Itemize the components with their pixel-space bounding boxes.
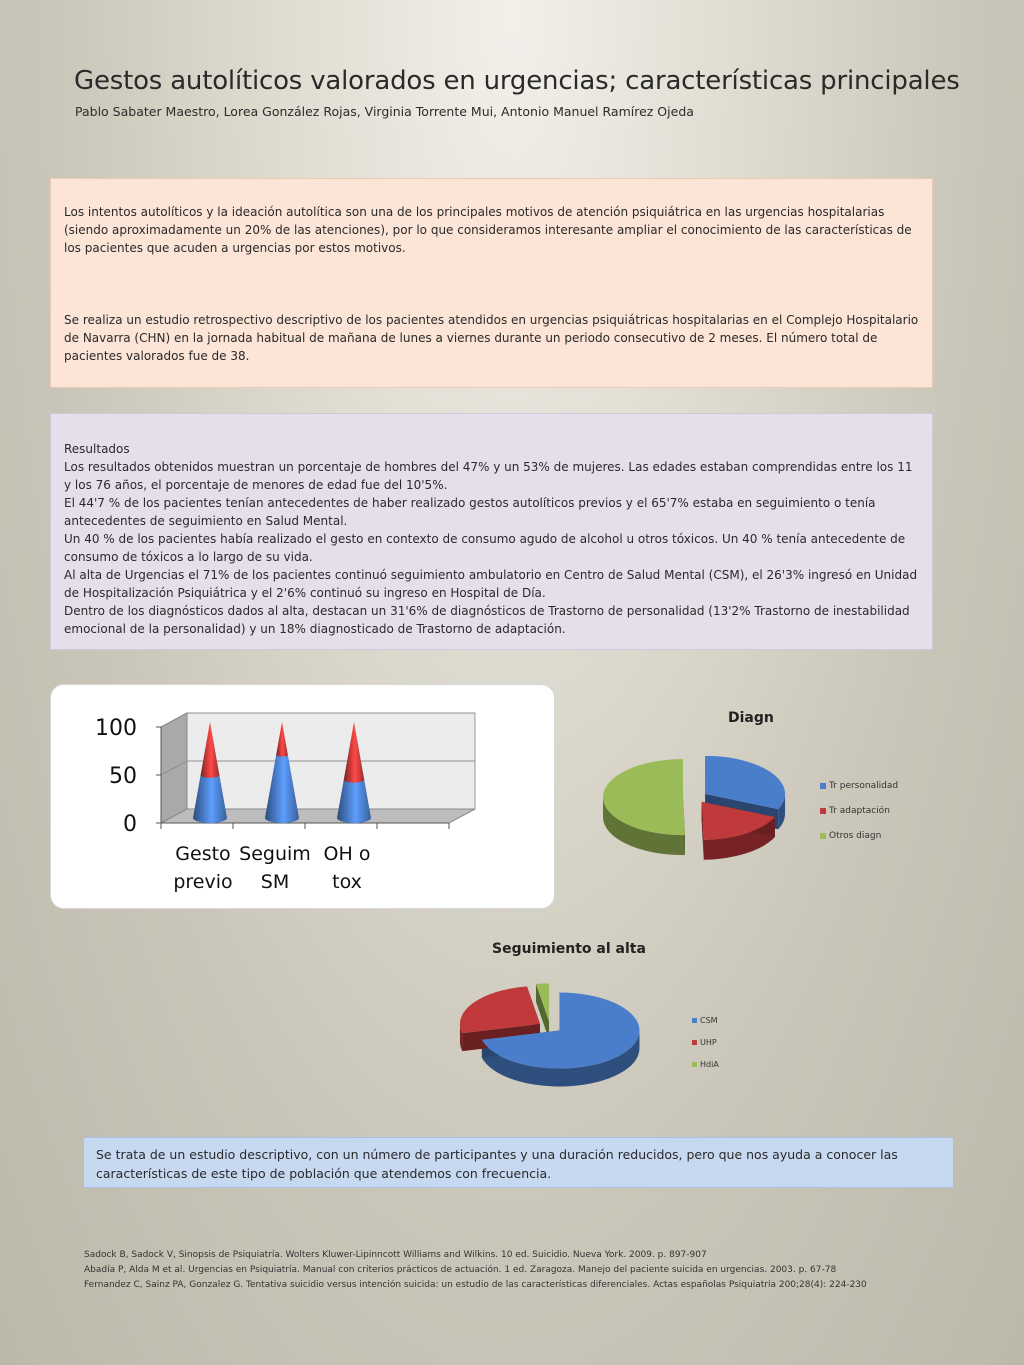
results-box — [50, 413, 933, 650]
legend-item — [820, 773, 898, 798]
legend-item — [820, 823, 898, 848]
legend-item — [692, 1009, 719, 1031]
legend-label: Tr adaptación — [829, 805, 890, 816]
legend-label: CSM — [700, 1015, 718, 1025]
results-line: Al alta de Urgencias el 71% de los pacientes continuó seguimiento ambulatorio en Centro de Salud Mental (CSM), el 26'3% ingresó en Unidad de Hospitalización Psiquiátrica y el 2'6% continuó su ingreso en Hospital de Día. — [64, 568, 918, 600]
followup-pie-block — [440, 930, 740, 1110]
legend-item — [692, 1053, 719, 1075]
x-tick-label: previo — [173, 871, 233, 893]
methods-paragraph: Se realiza un estudio retrospectivo descriptivo de los pacientes atendidos en urgencias psiquiátricas hospitalarias en el Complejo Hospitalario de Navarra (CHN) en la jornada habitual de mañana de lunes a viernes durante un periodo consecutivo de 2 meses. El número total de pacientes valorados fue de 38. — [64, 313, 919, 363]
legend-swatch — [820, 783, 826, 789]
x-tick-label: OH o — [323, 843, 371, 865]
cone-chart-card — [50, 684, 555, 909]
legend-label: UHP — [700, 1037, 717, 1047]
legend-label: HdiA — [700, 1059, 719, 1069]
legend-swatch — [692, 1040, 697, 1045]
legend-item — [820, 798, 898, 823]
x-tick-label: tox — [332, 871, 362, 893]
x-tick-label: SM — [260, 871, 290, 893]
diagnosis-pie-block — [580, 700, 920, 880]
references — [84, 1248, 964, 1293]
results-line: Los resultados obtenidos muestran un porcentaje de hombres del 47% y un 53% de mujeres. Las edades estaban comprendidas entre los 11 y los 76 años, el porcentaje de menores de edad fue del 10'5%. — [64, 460, 913, 492]
y-tick-label: 50 — [109, 764, 137, 789]
reference-item: Fernandez C, Sainz PA, Gonzalez G. Tentativa suicidio versus intención suicida: un estudio de las características diferenciales. Actas españolas Psiquiatría 200;28(4): 224-230 — [84, 1280, 867, 1290]
reference-item: Sadock B, Sadock V, Sinopsis de Psiquiatría. Wolters Kluwer-Lipinncott Williams and Wilkins. 10 ed. Suicidio. Nueva York. 2009. p. 897-907 — [84, 1250, 707, 1260]
results-heading: Resultados — [64, 442, 130, 456]
intro-paragraph: Los intentos autolíticos y la ideación autolítica son una de los principales motivos de atención psiquiátrica en las urgencias hospitalarias (siendo aproximadamente un 20% de las atenciones), por lo que consideramos interesante ampliar el conocimiento de las características de los pacientes que acuden a urgencias por estos motivos. — [64, 205, 912, 255]
diagnosis-legend — [820, 773, 898, 848]
legend-swatch — [692, 1062, 697, 1067]
results-line: Un 40 % de los pacientes había realizado el gesto en contexto de consumo agudo de alcohol u otros tóxicos. Un 40 % tenía antecedente de consumo de tóxicos a lo largo de su vida. — [64, 532, 906, 564]
poster-authors: Pablo Sabater Maestro, Lorea González Rojas, Virginia Torrente Mui, Antonio Manuel Ramírez Ojeda — [75, 104, 694, 119]
results-line: El 44'7 % de los pacientes tenían antecedentes de haber realizado gestos autolíticos previos y el 65'7% estaba en seguimiento o tenía antecedentes de seguimiento en Salud Mental. — [64, 496, 876, 528]
poster-title: Gestos autolíticos valorados en urgencias; características principales — [74, 66, 960, 96]
followup-pie-title: Seguimiento al alta — [492, 941, 646, 957]
y-tick-label: 0 — [123, 812, 137, 837]
legend-swatch — [820, 808, 826, 814]
cone-chart — [51, 685, 556, 910]
results-line: Dentro de los diagnósticos dados al alta, destacan un 31'6% de diagnósticos de Trastorno de personalidad (13'2% Trastorno de inestabilidad emocional de la personalidad) y un 18% diagnosticado de Trastorno de adaptación. — [64, 604, 910, 636]
followup-legend — [692, 1009, 719, 1075]
legend-item — [692, 1031, 719, 1053]
legend-swatch — [820, 833, 826, 839]
diagnosis-pie-title: Diagn — [728, 710, 774, 726]
y-tick-label: 100 — [95, 716, 137, 741]
legend-label: Tr personalidad — [829, 780, 899, 791]
reference-item: Abadía P, Alda M et al. Urgencias en Psiquiatría. Manual con criterios prácticos de actuación. 1 ed. Zaragoza. Manejo del paciente suicida en urgencias. 2003. p. 67-78 — [84, 1265, 837, 1275]
intro-box — [50, 178, 933, 388]
legend-swatch — [692, 1018, 697, 1023]
conclusion-box: Se trata de un estudio descriptivo, con un número de participantes y una duración reducidos, pero que nos ayuda a conocer las características de este tipo de población que atendemos con frecuencia. — [83, 1137, 954, 1188]
diagnosis-pie — [590, 745, 810, 885]
x-tick-label: Seguim — [239, 843, 311, 865]
legend-label: Otros diagn — [829, 830, 882, 841]
x-tick-label: Gesto — [175, 843, 231, 865]
followup-pie — [440, 975, 660, 1105]
